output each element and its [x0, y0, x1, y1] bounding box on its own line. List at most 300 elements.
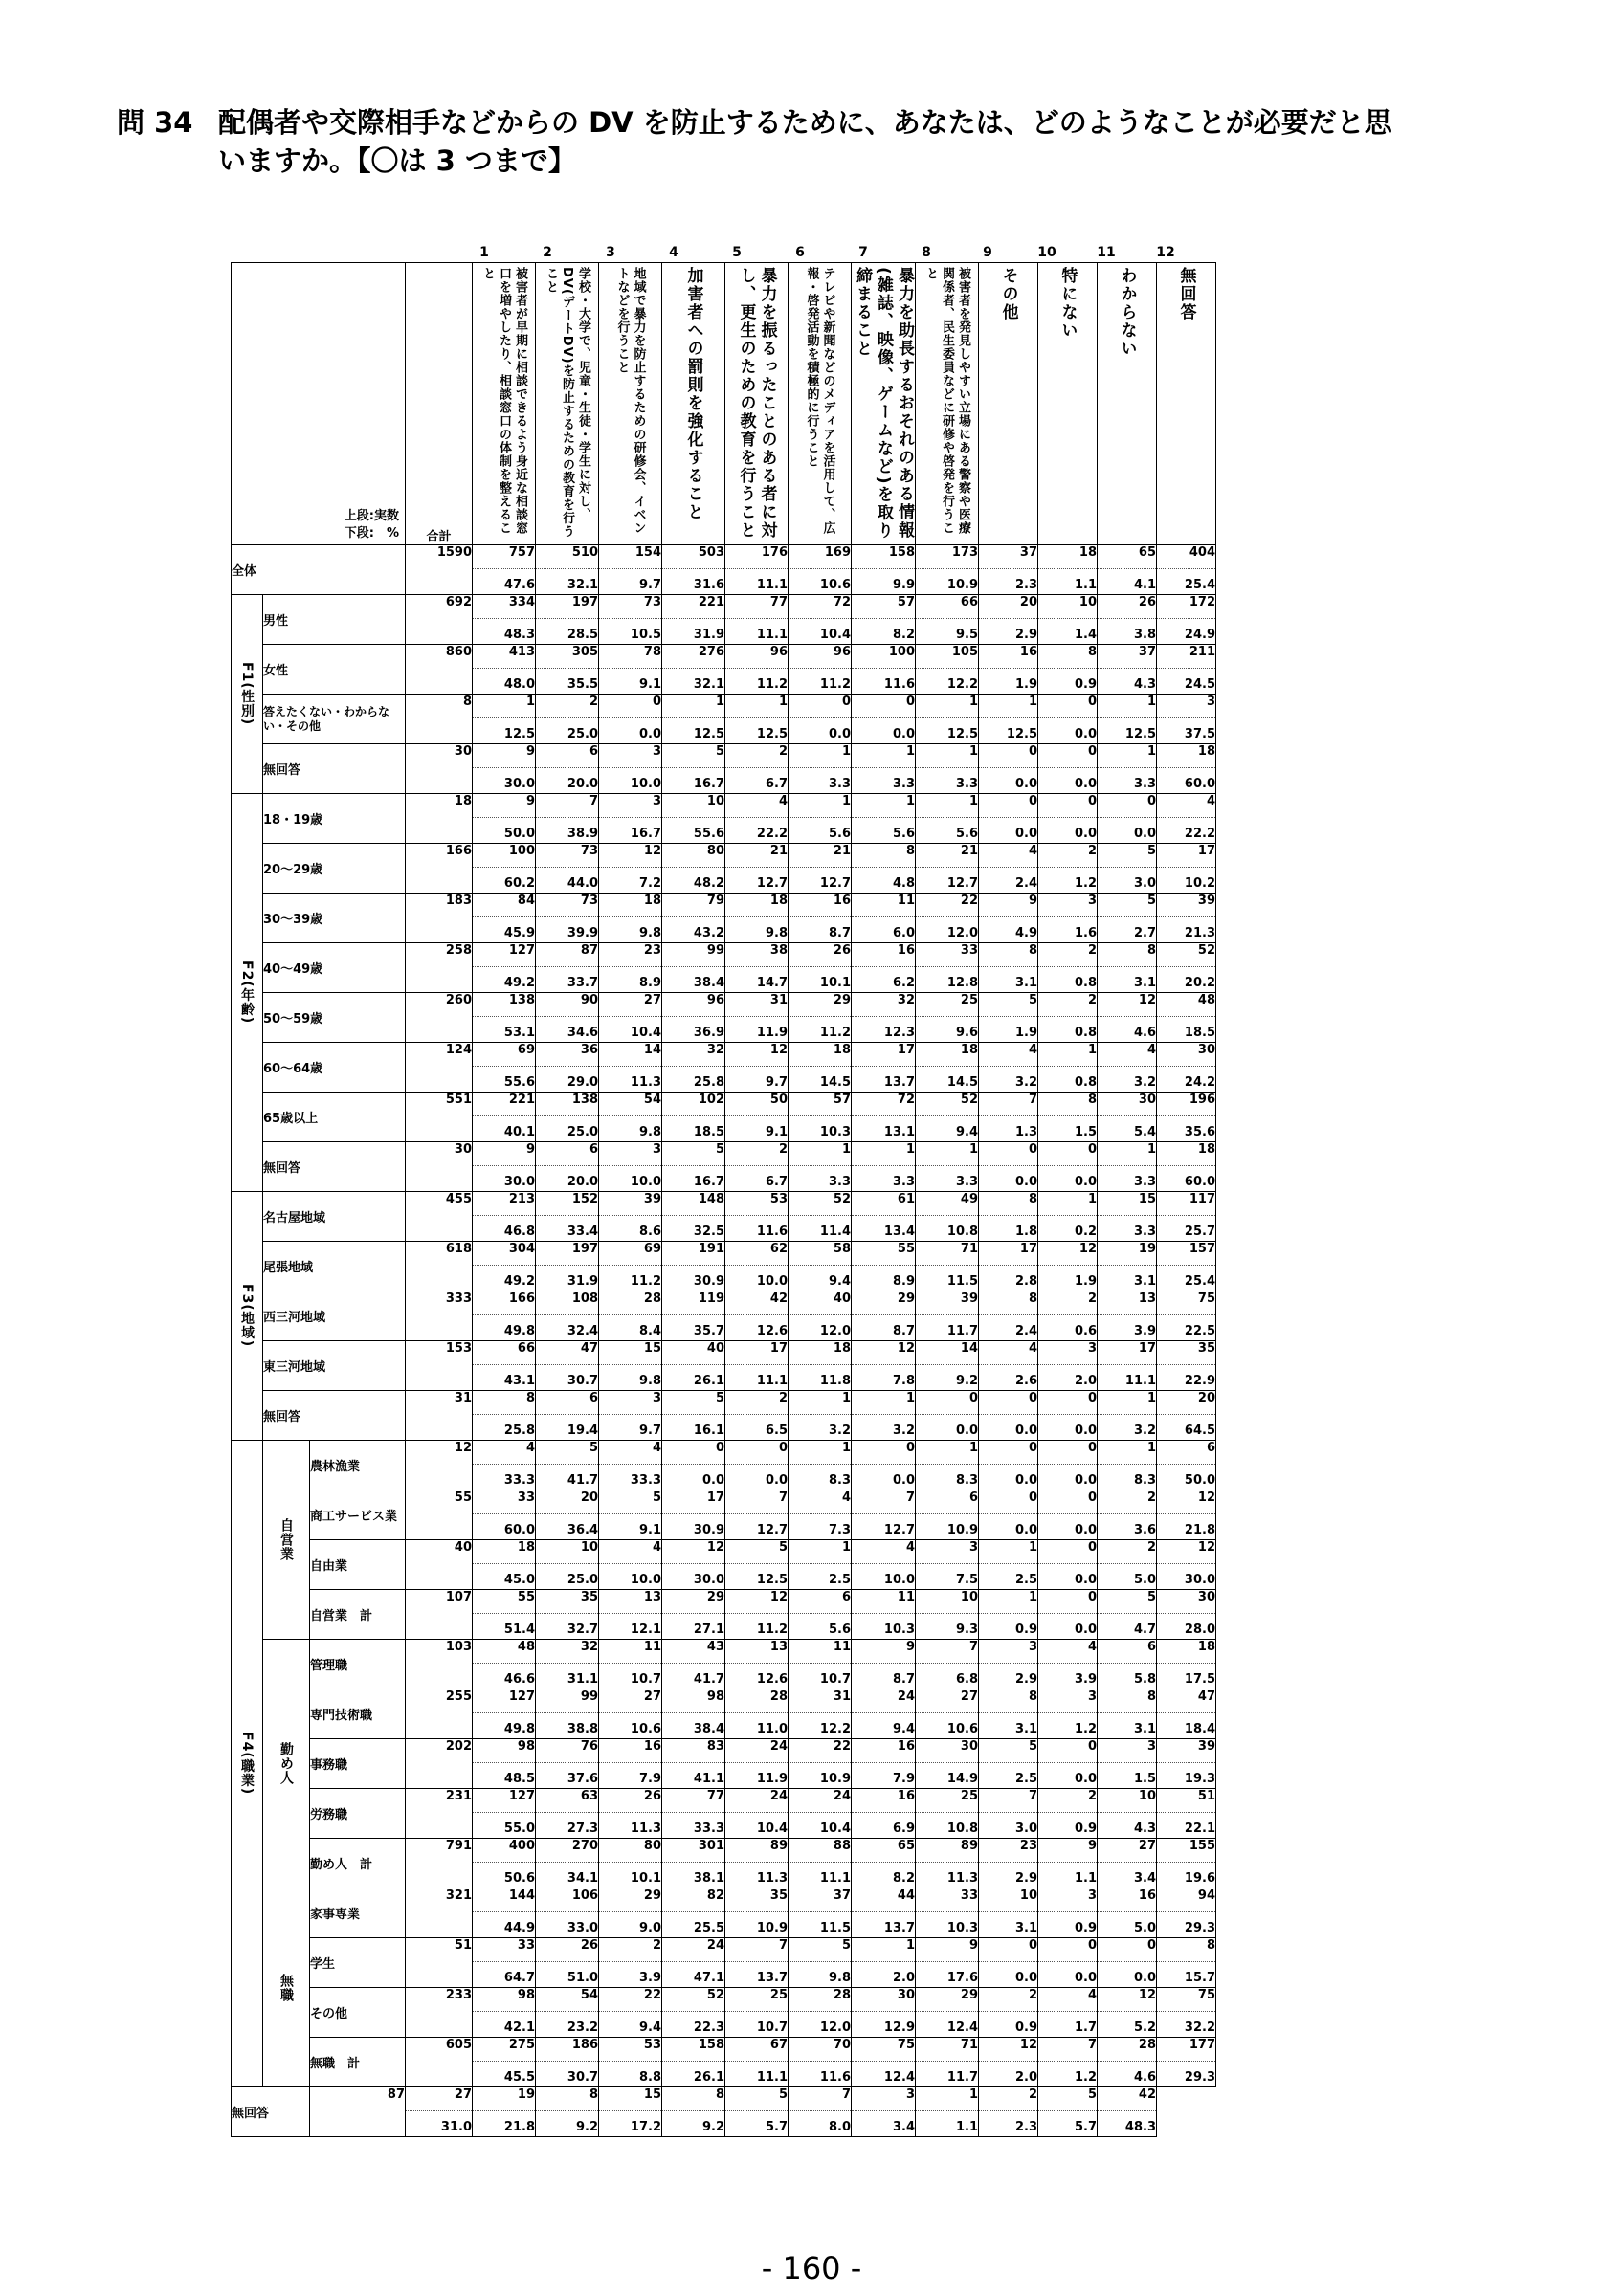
- cell-count-value: 65: [1138, 545, 1156, 560]
- cell-percent: [662, 1614, 725, 1640]
- cell-count-value: 4: [1146, 1043, 1156, 1057]
- cell-count: [1098, 1789, 1157, 1813]
- cell-count-value: 1: [905, 1938, 915, 1953]
- cell-count: [725, 545, 789, 569]
- cell-count: [662, 794, 725, 818]
- cell-count: [662, 2038, 725, 2062]
- cell-percent-value: 24.5: [1184, 677, 1215, 692]
- cell-count-value: 1: [1146, 1142, 1156, 1157]
- cell-count-value: 3: [652, 794, 661, 808]
- cell-percent: [725, 1465, 789, 1490]
- cell-count: [852, 1938, 916, 1962]
- cell-count: [725, 1490, 789, 1514]
- cell-count: [1157, 1739, 1216, 1763]
- cell-percent: [1038, 1266, 1098, 1292]
- cell-count: [979, 1888, 1038, 1912]
- cell-count-value: 7: [905, 1490, 915, 1505]
- cell-count: [916, 1689, 979, 1713]
- table-row: [232, 1888, 1216, 1912]
- cell-count-value: 1: [968, 794, 978, 808]
- cell-percent: [473, 1514, 536, 1540]
- cell-percent-value: 11.2: [819, 1026, 851, 1040]
- cell-count-value: 27: [454, 2087, 472, 2102]
- cell-percent: [916, 1514, 979, 1540]
- cell-count: [979, 943, 1038, 967]
- cell-percent-value: 32.2: [1184, 2020, 1215, 2035]
- cell-percent-value: 10.8: [946, 1821, 978, 1836]
- cell-count-value: 4: [778, 794, 788, 808]
- cell-count-value: 32: [580, 1640, 598, 1654]
- cell-count: [662, 1441, 725, 1465]
- cell-count-value: 1: [968, 695, 978, 709]
- row-total-value: 860: [445, 645, 472, 659]
- cell-percent: [662, 1514, 725, 1540]
- cell-count: [1157, 1441, 1216, 1465]
- cell-count-value: 8: [1087, 645, 1097, 659]
- cell-count: [662, 1689, 725, 1713]
- cell-count-value: 6: [968, 1490, 978, 1505]
- cell-count: [1157, 645, 1216, 669]
- cell-count-value: 66: [960, 595, 978, 609]
- cell-count: [536, 1590, 599, 1614]
- cell-percent: [536, 1912, 599, 1938]
- cell-count-value: 4: [905, 1540, 915, 1555]
- cell-percent: [725, 1315, 789, 1341]
- cell-percent: [473, 868, 536, 894]
- cell-percent: [1038, 1116, 1098, 1142]
- cell-percent-value: 12.0: [819, 1324, 851, 1338]
- cell-percent-value: 8.7: [892, 1672, 915, 1687]
- cell-percent: [852, 718, 916, 744]
- cell-percent-value: 11.1: [819, 1871, 851, 1886]
- cell-percent: [1157, 1664, 1216, 1689]
- cell-count: [1098, 1739, 1157, 1763]
- cell-count-value: 87: [580, 943, 598, 958]
- cell-percent: [852, 1713, 916, 1739]
- cell-percent-value: 10.1: [630, 1871, 661, 1886]
- cell-percent-value: 35.6: [1184, 1125, 1215, 1139]
- cell-percent: [789, 1813, 852, 1839]
- cell-percent-value: 0.9: [1074, 677, 1097, 692]
- cell-count-value: 89: [769, 1839, 788, 1853]
- cell-count: [789, 844, 852, 868]
- cell-percent-value: 46.8: [503, 1225, 535, 1239]
- row-total: [406, 1590, 473, 1640]
- cell-count: [599, 1192, 662, 1216]
- cell-percent: [662, 1315, 725, 1341]
- cell-percent-value: 11.2: [630, 1274, 661, 1289]
- cell-count-value: 76: [580, 1739, 598, 1754]
- cell-percent: [662, 1813, 725, 1839]
- cell-percent: [852, 1763, 916, 1789]
- cell-percent: [1157, 1216, 1216, 1242]
- cell-count-value: 48: [1197, 993, 1215, 1007]
- cell-percent-value: 0.0: [1074, 777, 1097, 791]
- cell-count-value: 10: [580, 1540, 598, 1555]
- cell-percent-value: 6.5: [765, 1424, 788, 1438]
- cell-percent: [473, 1116, 536, 1142]
- cell-percent: [916, 1813, 979, 1839]
- cell-count: [725, 1839, 789, 1863]
- cell-count-value: 12: [1197, 1490, 1215, 1505]
- question-number: 問 34: [117, 106, 193, 139]
- cell-count-value: 32: [706, 1043, 724, 1057]
- cell-percent-value: 7.3: [828, 1523, 851, 1537]
- cell-count: [473, 1988, 536, 2012]
- cell-percent: [1157, 1465, 1216, 1490]
- cell-percent: [1098, 1514, 1157, 1540]
- cell-percent: [852, 1863, 916, 1888]
- cell-percent: [473, 569, 536, 595]
- cell-count: [662, 1242, 725, 1266]
- cell-count: [536, 1043, 599, 1067]
- cell-percent-value: 12.0: [946, 926, 978, 940]
- cell-count-value: 3: [652, 1142, 661, 1157]
- cell-percent: [1098, 818, 1157, 844]
- cell-percent-value: 51.4: [503, 1623, 535, 1637]
- cell-percent-value: 33.0: [567, 1921, 598, 1935]
- cell-percent: [1098, 1116, 1157, 1142]
- cell-percent-value: 1.7: [1074, 2020, 1097, 2035]
- cell-count-value: 26: [833, 943, 851, 958]
- cell-count-value: 17: [706, 1490, 724, 1505]
- row-label-text: 商工サービス業: [310, 1510, 398, 1524]
- cell-count-value: 24: [706, 1938, 724, 1953]
- cell-percent-value: 16.7: [630, 827, 661, 841]
- cell-count: [1098, 1640, 1157, 1664]
- cell-percent: [473, 1315, 536, 1341]
- cell-count: [536, 794, 599, 818]
- cell-count-value: 3: [1087, 1888, 1097, 1903]
- row-label: [310, 1988, 406, 2038]
- cell-count: [789, 2038, 852, 2062]
- cell-count: [536, 1540, 599, 1564]
- cell-percent-value: 10.5: [630, 628, 661, 642]
- cell-count-value: 25: [769, 1988, 788, 2002]
- cell-count-value: 7: [778, 1490, 788, 1505]
- cell-count-value: 1: [1087, 1192, 1097, 1206]
- cell-percent-value: 21.8: [1184, 1523, 1215, 1537]
- cell-percent-value: 10.0: [756, 1274, 788, 1289]
- row-total-value: 455: [445, 1192, 472, 1206]
- cell-percent: [1098, 1813, 1157, 1839]
- cell-count-value: 82: [706, 1888, 724, 1903]
- cell-count-value: 73: [580, 894, 598, 908]
- cell-percent: [536, 1863, 599, 1888]
- cell-percent-value: 5.2: [1133, 2020, 1156, 2035]
- cell-percent-value: 9.4: [638, 2020, 661, 2035]
- cell-percent-value: 8.9: [638, 976, 661, 990]
- cell-count-value: 38: [769, 943, 788, 958]
- cell-count: [1157, 1640, 1216, 1664]
- header-row: [232, 263, 1216, 545]
- cell-count-value: 4: [652, 1540, 661, 1555]
- cell-count: [852, 943, 916, 967]
- cell-percent-value: 10.0: [883, 1573, 915, 1587]
- cell-count: [662, 1839, 725, 1863]
- cell-count: [473, 595, 536, 619]
- row-total: [406, 1490, 473, 1540]
- cell-count-value: 70: [833, 2038, 851, 2052]
- row-total: [406, 794, 473, 844]
- cell-count-value: 0: [1087, 695, 1097, 709]
- cell-percent-value: 0.0: [1014, 827, 1037, 841]
- cell-count-value: 14: [643, 1043, 661, 1057]
- cell-percent-value: 25.5: [693, 1921, 724, 1935]
- cell-count-value: 3: [905, 2087, 915, 2102]
- cell-percent-value: 32.4: [567, 1324, 598, 1338]
- cell-count-value: 6: [589, 1142, 598, 1157]
- cell-percent: [979, 1465, 1038, 1490]
- cell-count-value: 30: [960, 1739, 978, 1754]
- cell-percent-value: 2.0: [1074, 1374, 1097, 1388]
- cell-percent-value: 0.0: [701, 1473, 724, 1488]
- cell-count-value: 9: [905, 1640, 915, 1654]
- cell-percent-value: 21.8: [503, 2120, 535, 2134]
- cell-percent: [599, 1067, 662, 1093]
- column-number: 3: [606, 245, 615, 260]
- cell-count-value: 7: [778, 1938, 788, 1953]
- cell-percent: [536, 1962, 599, 1988]
- cell-percent-value: 2.9: [1014, 628, 1037, 642]
- cell-percent-value: 9.2: [955, 1374, 978, 1388]
- cell-count: [599, 1540, 662, 1564]
- cell-count-value: 28: [769, 1689, 788, 1704]
- cell-percent: [852, 818, 916, 844]
- cell-percent-value: 11.8: [819, 1374, 851, 1388]
- table-row: [232, 1689, 1216, 1713]
- cell-percent-value: 12.1: [630, 1623, 661, 1637]
- cell-percent: [1038, 818, 1098, 844]
- cell-count-value: 6: [589, 1391, 598, 1405]
- cell-percent: [473, 619, 536, 645]
- cell-count: [789, 1789, 852, 1813]
- cell-percent: [789, 868, 852, 894]
- cell-count: [1098, 744, 1157, 768]
- cell-count: [1098, 645, 1157, 669]
- cell-percent: [599, 868, 662, 894]
- cell-count-value: 117: [1189, 1192, 1215, 1206]
- cell-percent: [852, 868, 916, 894]
- row-label: [310, 1839, 406, 1888]
- cell-count-value: 13: [1138, 1292, 1156, 1306]
- cell-count-value: 1: [905, 1391, 915, 1405]
- cell-percent: [979, 1962, 1038, 1988]
- cell-percent-value: 29.0: [567, 1075, 598, 1090]
- cell-count: [599, 645, 662, 669]
- cell-percent: [1038, 1166, 1098, 1192]
- cell-count-value: 2: [778, 1142, 788, 1157]
- row-total: [406, 645, 473, 695]
- cell-percent-value: 32.5: [693, 1225, 724, 1239]
- cell-percent: [1157, 1067, 1216, 1093]
- cell-count-value: 0: [778, 1441, 788, 1455]
- cell-count-value: 8: [905, 844, 915, 858]
- cell-percent-value: 49.2: [503, 1274, 535, 1289]
- cell-percent-value: 33.3: [503, 1473, 535, 1488]
- cell-percent-value: 11.2: [756, 677, 788, 692]
- cell-percent: [662, 2111, 725, 2137]
- cell-count: [662, 1789, 725, 1813]
- cell-percent-value: 44.0: [567, 876, 598, 891]
- cell-percent: [1157, 868, 1216, 894]
- cell-count-value: 100: [508, 844, 535, 858]
- cell-percent: [1038, 1514, 1098, 1540]
- cell-percent: [1038, 1813, 1098, 1839]
- cell-percent-value: 13.7: [883, 1075, 915, 1090]
- cell-percent: [536, 1713, 599, 1739]
- cell-count-value: 39: [1197, 894, 1215, 908]
- cell-percent-value: 0.0: [1014, 1424, 1037, 1438]
- cell-count-value: 8: [589, 2087, 598, 2102]
- cell-count-value: 5: [778, 2087, 788, 2102]
- cell-count: [1157, 1789, 1216, 1813]
- cell-percent: [1038, 1713, 1098, 1739]
- cell-count: [916, 2087, 979, 2111]
- table-row: [232, 844, 1216, 868]
- cell-count: [979, 1341, 1038, 1365]
- cell-count-value: 9: [968, 1938, 978, 1953]
- cell-count-value: 152: [571, 1192, 598, 1206]
- cell-count: [599, 1590, 662, 1614]
- cell-count: [1038, 2087, 1098, 2111]
- cell-count-value: 16: [897, 1739, 915, 1754]
- cell-percent-value: 9.8: [765, 926, 788, 940]
- row-total-value: 40: [454, 1540, 472, 1555]
- cell-percent-value: 4.3: [1133, 1821, 1156, 1836]
- cell-count-value: 73: [580, 844, 598, 858]
- cell-percent-value: 1.9: [1014, 1026, 1037, 1040]
- cell-count-value: 17: [769, 1341, 788, 1356]
- cell-percent-value: 37.6: [567, 1772, 598, 1786]
- cell-percent-value: 8.7: [892, 1324, 915, 1338]
- cell-percent: [536, 1166, 599, 1192]
- cell-percent: [852, 1365, 916, 1391]
- cell-count: [916, 744, 979, 768]
- cell-percent-value: 3.1: [1014, 1722, 1037, 1736]
- cell-percent: [599, 1564, 662, 1590]
- cell-percent: [852, 1067, 916, 1093]
- cell-count-value: 4: [1206, 794, 1215, 808]
- cell-percent-value: 38.4: [693, 1722, 724, 1736]
- cell-count: [725, 595, 789, 619]
- cell-percent: [852, 2062, 916, 2087]
- option-header: [1038, 263, 1098, 545]
- cell-percent: [1038, 1962, 1098, 1988]
- cell-percent: [1038, 768, 1098, 794]
- cell-count-value: 47: [1197, 1689, 1215, 1704]
- cell-percent-value: 9.4: [828, 1274, 851, 1289]
- cell-count: [789, 1341, 852, 1365]
- cell-count-value: 20: [1197, 1391, 1215, 1405]
- cell-percent-value: 0.0: [765, 1473, 788, 1488]
- cell-percent: [1098, 967, 1157, 993]
- cell-percent-value: 12.5: [1006, 727, 1037, 741]
- cell-percent-value: 0.8: [1074, 1026, 1097, 1040]
- row-label-text: 無職 計: [310, 2057, 361, 2071]
- cell-count: [473, 993, 536, 1017]
- cell-count: [1098, 1938, 1157, 1962]
- cell-percent-value: 16.7: [693, 777, 724, 791]
- cell-percent-value: 8.6: [638, 1225, 661, 1239]
- cell-percent-value: 25.8: [503, 1424, 535, 1438]
- column-number: 2: [543, 245, 552, 260]
- cell-count-value: 0: [1087, 744, 1097, 759]
- option-header: [1098, 263, 1157, 545]
- cell-percent-value: 19.6: [1184, 1871, 1215, 1886]
- cell-count: [916, 1242, 979, 1266]
- cell-count-value: 80: [643, 1839, 661, 1853]
- cell-count-value: 52: [833, 1192, 851, 1206]
- cell-count: [1098, 1242, 1157, 1266]
- cell-percent: [1098, 569, 1157, 595]
- cell-count: [1038, 1242, 1098, 1266]
- cell-count-value: 69: [517, 1043, 535, 1057]
- cell-percent-value: 11.5: [819, 1921, 851, 1935]
- cell-count: [979, 1242, 1038, 1266]
- cell-count-value: 2: [1087, 1292, 1097, 1306]
- cell-count: [536, 744, 599, 768]
- cell-count: [473, 1590, 536, 1614]
- cell-percent-value: 50.6: [503, 1871, 535, 1886]
- row-label: [310, 1441, 406, 1490]
- cell-count-value: 8: [1206, 1938, 1215, 1953]
- cell-count-value: 57: [833, 1093, 851, 1107]
- cell-count: [979, 2087, 1038, 2111]
- cell-count-value: 96: [769, 645, 788, 659]
- option-text: 加害者への罰則を強化すること: [683, 267, 703, 521]
- cell-count-value: 40: [833, 1292, 851, 1306]
- cell-percent-value: 3.3: [1133, 1225, 1156, 1239]
- cell-count: [789, 1142, 852, 1166]
- cell-count: [852, 1739, 916, 1763]
- cell-percent-value: 9.2: [701, 2120, 724, 2134]
- cell-count-value: 0: [1087, 1142, 1097, 1157]
- cell-count: [789, 1739, 852, 1763]
- cell-percent: [662, 1713, 725, 1739]
- row-total: [406, 894, 473, 943]
- row-total: [406, 1391, 473, 1441]
- cell-percent-value: 0.0: [1074, 727, 1097, 741]
- cell-percent-value: 17.2: [630, 2120, 661, 2134]
- cell-percent: [725, 1713, 789, 1739]
- cell-count: [1157, 1242, 1216, 1266]
- cell-count: [662, 1888, 725, 1912]
- cell-count-value: 2: [589, 695, 598, 709]
- cell-percent-value: 18.4: [1184, 1722, 1215, 1736]
- cell-percent: [789, 1465, 852, 1490]
- cell-count: [473, 545, 536, 569]
- cell-percent-value: 41.7: [567, 1473, 598, 1488]
- cell-count: [1157, 1938, 1216, 1962]
- cell-percent-value: 0.2: [1074, 1225, 1097, 1239]
- cell-count: [789, 1391, 852, 1415]
- cell-percent: [1157, 1365, 1216, 1391]
- cell-count-value: 10: [1138, 1789, 1156, 1803]
- cell-percent: [1038, 669, 1098, 695]
- group-f3-label: F3(地域): [239, 1284, 255, 1348]
- cell-percent-value: 0.0: [1074, 827, 1097, 841]
- cell-count-value: 67: [769, 2038, 788, 2052]
- cell-count: [1098, 1391, 1157, 1415]
- cell-count-value: 51: [1197, 1789, 1215, 1803]
- cell-count-value: 11: [833, 1640, 851, 1654]
- cell-count-value: 7: [589, 794, 598, 808]
- cell-percent-value: 31.6: [693, 578, 724, 592]
- cell-count-value: 16: [643, 1739, 661, 1754]
- cell-percent-value: 0.0: [638, 727, 661, 741]
- cell-percent: [662, 619, 725, 645]
